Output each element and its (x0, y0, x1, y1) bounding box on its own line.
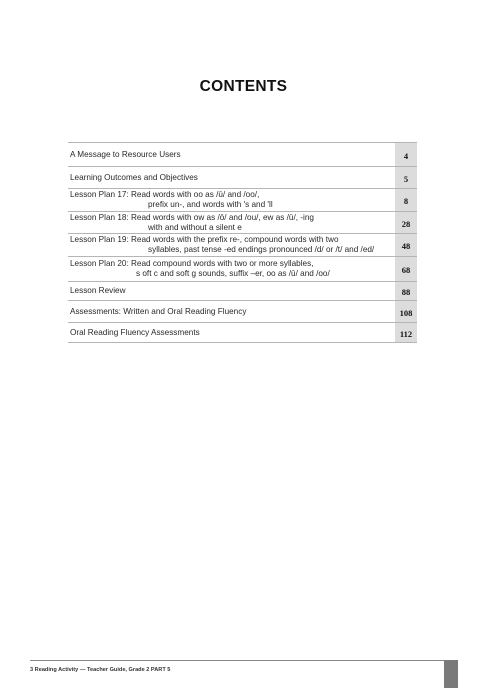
toc-page-number: 4 (395, 143, 417, 166)
toc-entry-title (68, 167, 395, 188)
toc-entry-title (68, 282, 395, 300)
footer-text: 3 Reading Activity — Teacher Guide, Grade 2 PART 5 (30, 667, 171, 673)
toc-entry-title (68, 189, 395, 211)
toc-row[interactable] (68, 281, 417, 300)
toc-page-number: 8 (395, 189, 417, 211)
toc-entry-line: Learning Outcomes and Objectives (70, 172, 198, 182)
toc-row[interactable] (68, 211, 417, 233)
toc-entry-line: A Message to Resource Users (70, 149, 181, 159)
toc-row[interactable] (68, 188, 417, 211)
toc-entry-line: Assessments: Written and Oral Reading Fluency (70, 306, 247, 316)
toc-entry-line: Oral Reading Fluency Assessments (70, 327, 200, 337)
page-title: CONTENTS (199, 78, 288, 95)
toc-entry-line: syllables, past tense -ed endings pronounced /d/ or /t/ and /ed/ (148, 245, 375, 254)
toc-entry-line: Lesson Plan 19: Read words with the prefix re-, compound words with two (70, 235, 339, 244)
toc-entry-line: Lesson Review (70, 286, 126, 295)
toc-entry-title (68, 143, 395, 166)
toc-entry-line: prefix un-, and words with 's and 'll (148, 200, 273, 209)
toc-row[interactable] (68, 322, 417, 343)
toc-entry-title (68, 212, 395, 233)
toc-row[interactable] (68, 300, 417, 322)
toc-entry-line: with and without a silent e (148, 222, 242, 232)
toc-entry-line: Lesson Plan 20: Read compound words with two or more syllables, (70, 259, 314, 268)
toc-page-number: 88 (395, 282, 417, 300)
toc-entry-title (68, 257, 395, 281)
toc-entry-title (68, 301, 395, 322)
toc-page-number: 108 (395, 301, 417, 322)
page-tab (444, 660, 458, 688)
toc-entry-line: Lesson Plan 18: Read words with ow as /ō/ and /ou/, ew as /ū/, -ing (70, 212, 314, 222)
toc-entry-title (68, 234, 395, 256)
toc-row[interactable] (68, 166, 417, 188)
toc-row[interactable] (68, 256, 417, 281)
toc-row[interactable] (68, 142, 417, 166)
toc-entry-title (68, 323, 395, 342)
table-of-contents (68, 142, 417, 343)
toc-row[interactable] (68, 233, 417, 256)
toc-page-number: 48 (395, 234, 417, 256)
toc-page-number: 112 (395, 323, 417, 342)
toc-entry-line: Lesson Plan 17: Read words with oo as /ū/ and /oo/, (70, 190, 260, 199)
footer-rule (30, 660, 458, 661)
toc-page-number: 68 (395, 257, 417, 281)
toc-entry-line: s oft c and soft g sounds, suffix –er, oo as /ū/ and /oo/ (136, 269, 330, 278)
toc-page-number: 28 (395, 212, 417, 233)
toc-page-number: 5 (395, 167, 417, 188)
